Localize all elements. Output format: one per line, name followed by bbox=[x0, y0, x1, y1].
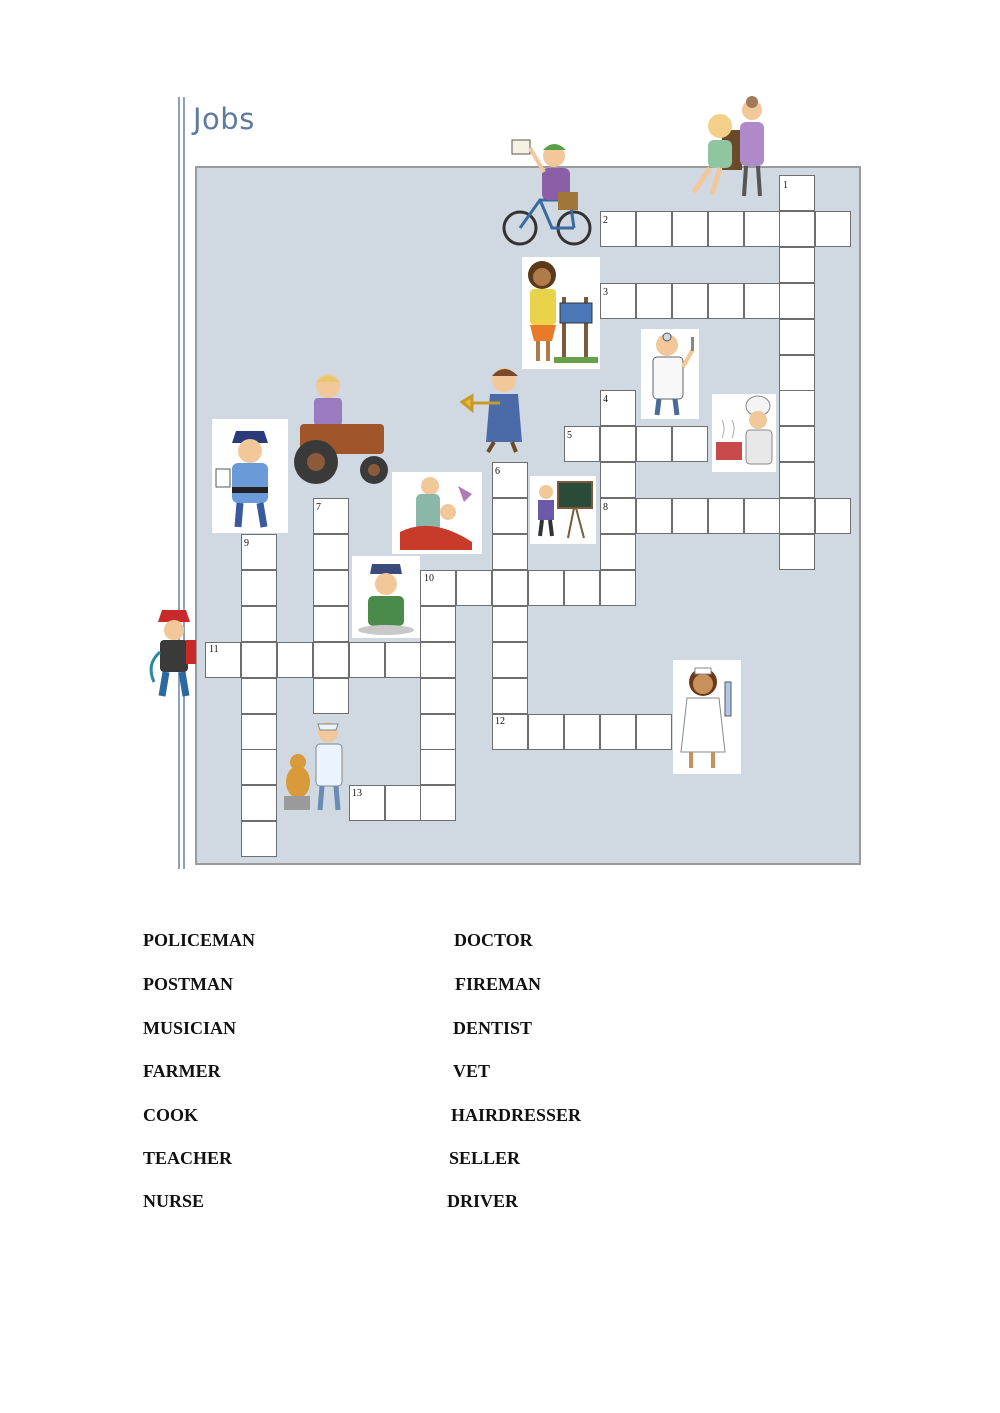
crossword-cell[interactable] bbox=[636, 714, 672, 750]
crossword-cell[interactable] bbox=[241, 821, 277, 857]
clue-number-7: 7 bbox=[316, 502, 321, 513]
clue-number-9: 9 bbox=[244, 538, 249, 549]
crossword-cell[interactable] bbox=[241, 642, 277, 678]
word-bank-item: FIREMAN bbox=[455, 974, 541, 994]
clue-number-11: 11 bbox=[209, 644, 219, 655]
crossword-cell[interactable] bbox=[205, 642, 241, 678]
crossword-cell[interactable] bbox=[744, 498, 780, 534]
word-bank-item: FARMER bbox=[143, 1061, 221, 1081]
crossword-cell[interactable] bbox=[636, 426, 672, 462]
word-bank-item: TEACHER bbox=[143, 1148, 233, 1168]
crossword-cell[interactable] bbox=[241, 534, 277, 570]
clue-number-1: 1 bbox=[783, 180, 788, 191]
driver-picture bbox=[352, 556, 420, 638]
crossword-cell[interactable] bbox=[492, 534, 528, 570]
crossword-cell[interactable] bbox=[600, 570, 636, 606]
crossword-cell[interactable] bbox=[564, 570, 600, 606]
crossword-cell[interactable] bbox=[492, 642, 528, 678]
crossword-cell[interactable] bbox=[349, 642, 385, 678]
crossword-cell[interactable] bbox=[600, 534, 636, 570]
crossword-cell[interactable] bbox=[708, 211, 744, 247]
crossword-cell[interactable] bbox=[779, 247, 815, 283]
teacher-picture bbox=[530, 476, 596, 544]
word-bank-item: SELLER bbox=[449, 1148, 521, 1168]
crossword-cell[interactable] bbox=[492, 462, 528, 498]
crossword-cell[interactable] bbox=[744, 283, 780, 319]
clue-number-10: 10 bbox=[424, 573, 434, 584]
seller-picture bbox=[522, 257, 600, 369]
crossword-cell[interactable] bbox=[708, 283, 744, 319]
crossword-cell[interactable] bbox=[313, 642, 349, 678]
crossword-cell[interactable] bbox=[636, 211, 672, 247]
crossword-cell[interactable] bbox=[779, 498, 815, 534]
margin-line bbox=[178, 97, 180, 869]
crossword-cell[interactable] bbox=[492, 498, 528, 534]
word-bank-item: DENTIST bbox=[453, 1018, 533, 1038]
crossword-cell[interactable] bbox=[779, 211, 815, 247]
vet-picture bbox=[278, 718, 348, 814]
crossword-cell[interactable] bbox=[744, 211, 780, 247]
fireman-picture bbox=[142, 604, 204, 700]
crossword-cell[interactable] bbox=[420, 749, 456, 785]
policeman-picture bbox=[212, 419, 288, 533]
crossword-cell[interactable] bbox=[492, 570, 528, 606]
crossword-cell[interactable] bbox=[313, 570, 349, 606]
crossword-cell[interactable] bbox=[241, 570, 277, 606]
crossword-cell[interactable] bbox=[564, 426, 600, 462]
crossword-cell[interactable] bbox=[708, 498, 744, 534]
hairdresser-picture bbox=[686, 96, 776, 200]
crossword-cell[interactable] bbox=[672, 498, 708, 534]
crossword-cell[interactable] bbox=[492, 606, 528, 642]
crossword-cell[interactable] bbox=[277, 642, 313, 678]
crossword-cell[interactable] bbox=[672, 211, 708, 247]
crossword-cell[interactable] bbox=[241, 749, 277, 785]
crossword-cell[interactable] bbox=[779, 355, 815, 391]
crossword-cell[interactable] bbox=[672, 426, 708, 462]
crossword-cell[interactable] bbox=[313, 678, 349, 714]
crossword-cell[interactable] bbox=[779, 175, 815, 211]
crossword-cell[interactable] bbox=[420, 570, 456, 606]
crossword-cell[interactable] bbox=[636, 498, 672, 534]
crossword-cell[interactable] bbox=[492, 678, 528, 714]
crossword-cell[interactable] bbox=[241, 606, 277, 642]
margin-line bbox=[183, 97, 185, 869]
clue-number-13: 13 bbox=[352, 788, 362, 799]
crossword-cell[interactable] bbox=[241, 714, 277, 750]
nurse-picture bbox=[673, 660, 741, 774]
cook-picture bbox=[712, 394, 776, 472]
crossword-cell[interactable] bbox=[456, 570, 492, 606]
crossword-cell[interactable] bbox=[528, 570, 564, 606]
crossword-cell[interactable] bbox=[420, 714, 456, 750]
crossword-cell[interactable] bbox=[420, 642, 456, 678]
word-bank-item: POLICEMAN bbox=[143, 930, 255, 950]
crossword-cell[interactable] bbox=[385, 642, 421, 678]
crossword-cell[interactable] bbox=[600, 211, 636, 247]
crossword-cell[interactable] bbox=[779, 462, 815, 498]
word-bank-item: COOK bbox=[143, 1105, 199, 1125]
crossword-cell[interactable] bbox=[815, 498, 851, 534]
crossword-cell[interactable] bbox=[600, 426, 636, 462]
crossword-cell[interactable] bbox=[241, 785, 277, 821]
crossword-cell[interactable] bbox=[779, 534, 815, 570]
crossword-cell[interactable] bbox=[600, 498, 636, 534]
word-bank-item: NURSE bbox=[143, 1191, 205, 1211]
word-bank-item: MUSICIAN bbox=[143, 1018, 237, 1038]
crossword-cell[interactable] bbox=[420, 785, 456, 821]
page-title: Jobs bbox=[193, 102, 255, 136]
clue-number-3: 3 bbox=[603, 287, 608, 298]
clue-number-12: 12 bbox=[495, 716, 505, 727]
clue-number-2: 2 bbox=[603, 215, 608, 226]
crossword-cell[interactable] bbox=[779, 283, 815, 319]
clue-number-4: 4 bbox=[603, 394, 608, 405]
crossword-cell[interactable] bbox=[313, 498, 349, 534]
word-bank-item: POSTMAN bbox=[143, 974, 233, 994]
clue-number-6: 6 bbox=[495, 466, 500, 477]
doctor-picture bbox=[641, 329, 699, 419]
musician-picture bbox=[460, 362, 528, 454]
word-bank-item: HAIRDRESSER bbox=[451, 1105, 582, 1125]
postman-picture bbox=[500, 136, 592, 248]
crossword-cell[interactable] bbox=[349, 785, 385, 821]
word-bank-item: DOCTOR bbox=[454, 930, 533, 950]
clue-number-5: 5 bbox=[567, 430, 572, 441]
crossword-cell[interactable] bbox=[492, 714, 528, 750]
crossword-cell[interactable] bbox=[241, 678, 277, 714]
crossword-cell[interactable] bbox=[815, 211, 851, 247]
crossword-cell[interactable] bbox=[313, 606, 349, 642]
crossword-cell[interactable] bbox=[636, 283, 672, 319]
crossword-cell[interactable] bbox=[420, 606, 456, 642]
clue-number-8: 8 bbox=[603, 502, 608, 513]
crossword-cell[interactable] bbox=[672, 283, 708, 319]
crossword-cell[interactable] bbox=[528, 714, 564, 750]
crossword-cell[interactable] bbox=[420, 678, 456, 714]
crossword-cell[interactable] bbox=[385, 785, 421, 821]
dentist-picture bbox=[392, 472, 482, 554]
crossword-cell[interactable] bbox=[779, 426, 815, 462]
crossword-cell[interactable] bbox=[600, 714, 636, 750]
word-bank-item: DRIVER bbox=[447, 1191, 519, 1211]
crossword-cell[interactable] bbox=[600, 462, 636, 498]
crossword-cell[interactable] bbox=[779, 390, 815, 426]
crossword-cell[interactable] bbox=[600, 283, 636, 319]
farmer-picture bbox=[286, 370, 396, 488]
crossword-cell[interactable] bbox=[564, 714, 600, 750]
crossword-cell[interactable] bbox=[779, 319, 815, 355]
crossword-cell[interactable] bbox=[600, 390, 636, 426]
word-bank-item: VET bbox=[453, 1061, 491, 1081]
crossword-cell[interactable] bbox=[313, 534, 349, 570]
